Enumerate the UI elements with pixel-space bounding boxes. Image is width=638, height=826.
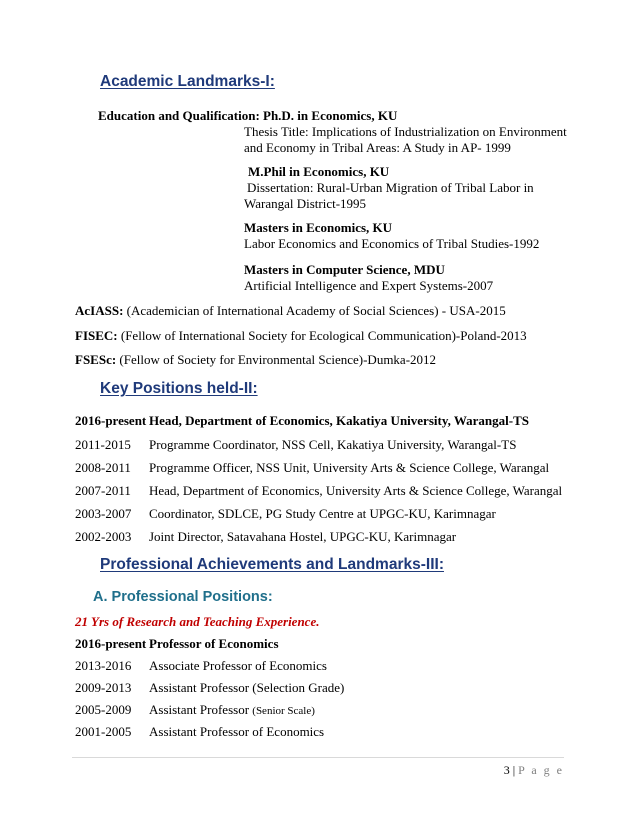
mcs-line1: Artificial Intelligence and Expert Systems-2007 xyxy=(244,278,494,293)
phd-title: Ph.D. in Economics, KU xyxy=(263,108,398,123)
fellowship-fisec: FISEC: (Fellow of International Society for Ecological Communication)-Poland-2013 xyxy=(75,328,527,343)
professional-position-row: 2016-present Professor of Economics xyxy=(75,636,279,651)
education-label: Education and Qualification: xyxy=(98,108,260,123)
page-footer: 3 | P a g e xyxy=(503,763,564,777)
page-word: P a g e xyxy=(518,763,564,777)
key-position-row: 2002-2003 Joint Director, Satavahana Hostel, UPGC-KU, Karimnagar xyxy=(75,529,457,544)
professional-position-row: 2005-2009 Assistant Professor (Senior Scale) xyxy=(75,702,315,717)
key-position-row: 2003-2007 Coordinator, SDLCE, PG Study Centre at UPGC-KU, Karimnagar xyxy=(75,506,496,521)
professional-positions-subheading: A. Professional Positions: xyxy=(93,589,273,605)
experience-note: 21 Yrs of Research and Teaching Experience. xyxy=(75,614,320,629)
phd-thesis-line1: Thesis Title: Implications of Industrialization on Environment xyxy=(244,124,567,139)
phd-thesis-line2: and Economy in Tribal Areas: A Study in AP- 1999 xyxy=(244,140,511,155)
key-position-row: 2008-2011 Programme Officer, NSS Unit, University Arts & Science College, Warangal xyxy=(75,460,550,475)
footer-divider xyxy=(72,757,564,758)
mphil-title: M.Phil in Economics, KU xyxy=(248,164,390,179)
ma-title: Masters in Economics, KU xyxy=(244,220,393,235)
mphil-line1: Dissertation: Rural-Urban Migration of Tribal Labor in xyxy=(247,180,534,195)
key-position-row: 2011-2015 Programme Coordinator, NSS Cell, Kakatiya University, Warangal-TS xyxy=(75,437,517,452)
key-position-row: 2007-2011 Head, Department of Economics, University Arts & Science College, Warangal xyxy=(75,483,563,498)
fellowship-fsesc: FSESc: (Fellow of Society for Environmental Science)-Dumka-2012 xyxy=(75,352,437,367)
page-number: 3 xyxy=(503,763,510,777)
mphil-line2: Warangal District-1995 xyxy=(244,196,367,211)
key-position-row: 2016-present Head, Department of Economics, Kakatiya University, Warangal-TS xyxy=(75,413,530,428)
professional-achievements-heading: Professional Achievements and Landmarks-III: xyxy=(100,556,444,573)
fellowship-aciass: AcIASS: (Academician of International Academy of Social Sciences) - USA-2015 xyxy=(75,303,506,318)
ma-line1: Labor Economics and Economics of Tribal Studies-1992 xyxy=(244,236,540,251)
professional-position-row: 2001-2005 Assistant Professor of Economics xyxy=(75,724,325,739)
professional-position-row: 2013-2016 Associate Professor of Economics xyxy=(75,658,327,673)
professional-position-row: 2009-2013 Assistant Professor (Selection Grade) xyxy=(75,680,345,695)
key-positions-heading: Key Positions held-II: xyxy=(100,380,258,397)
mcs-title: Masters in Computer Science, MDU xyxy=(244,262,445,277)
academic-landmarks-heading: Academic Landmarks-I: xyxy=(100,73,275,90)
